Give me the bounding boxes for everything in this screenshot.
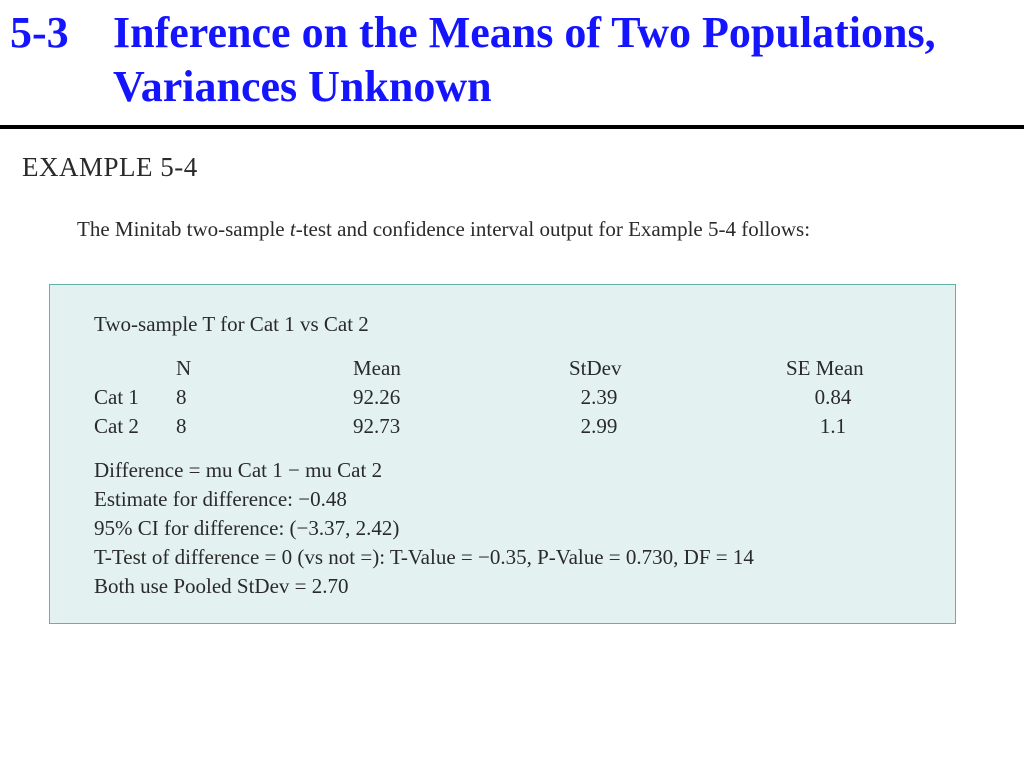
cell-stdev: 2.39: [580, 385, 618, 409]
confidence-interval-line: 95% CI for difference: (−3.37, 2.42): [94, 516, 400, 540]
intro-text-start: The Minitab two-sample: [77, 217, 290, 241]
section-title: Inference on the Means of Two Populations, Variances Unknown: [113, 8, 936, 111]
intro-text-italic: t: [289, 217, 296, 241]
cell-mean: 92.73: [353, 414, 401, 438]
column-header-se-mean: SE Mean: [786, 356, 864, 380]
title-divider: [0, 125, 1024, 129]
example-heading: EXAMPLE 5-4: [22, 152, 198, 182]
section-number: 5-3: [10, 8, 69, 57]
intro-text-end: -test and confidence interval output for Example 5-4 follows:: [295, 217, 811, 241]
t-test-line: T-Test of difference = 0 (vs not =): T-Value = −0.35, P-Value = 0.730, DF = 14: [94, 545, 754, 569]
pooled-stdev-line: Both use Pooled StDev = 2.70: [94, 574, 349, 598]
cell-mean: 92.26: [353, 385, 401, 409]
output-header: Two-sample T for Cat 1 vs Cat 2: [94, 312, 369, 336]
column-header-stdev: StDev: [569, 356, 622, 380]
difference-line: Difference = mu Cat 1 − mu Cat 2: [94, 458, 383, 482]
cell-stdev: 2.99: [580, 414, 618, 438]
column-header-n: N: [176, 356, 192, 380]
cell-n: 8: [176, 414, 187, 438]
row-label: Cat 1: [94, 385, 139, 409]
estimate-line: Estimate for difference: −0.48: [94, 487, 347, 511]
minitab-output-box: [49, 284, 956, 624]
intro-text: [77, 217, 810, 242]
cell-se-mean: 0.84: [814, 385, 852, 409]
cell-n: 8: [176, 385, 187, 409]
row-label: Cat 2: [94, 414, 139, 438]
cell-se-mean: 1.1: [819, 414, 847, 438]
column-header-mean: Mean: [353, 356, 401, 380]
